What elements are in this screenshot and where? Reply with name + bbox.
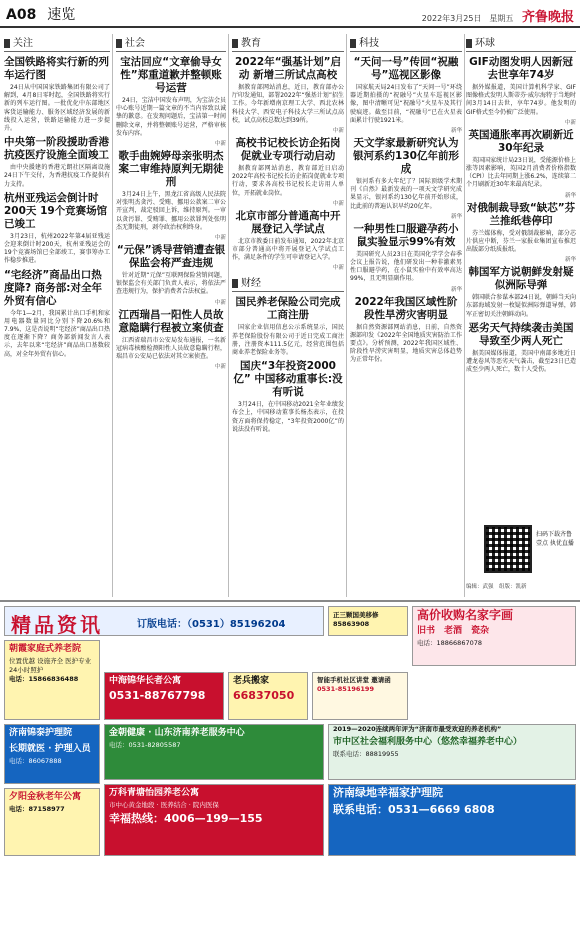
headline[interactable]: GIF动图发明人因新冠去世享年74岁 [469,56,573,81]
bar-icon [116,39,122,48]
column-heading: 关注 [4,34,110,52]
banner-title: 精品资讯 [11,613,103,636]
column-heading: 社会 [116,34,226,52]
article-body: 银河系有多大年纪了？国际顶级学术期刊《自然》最新发表的一项天文学研究成果显示，银河系约130亿年前开始形成，比此前的普遍认识早约20亿年。 [350,178,462,210]
headline[interactable]: “宅经济”商品出口热度降? 商务部:对全年外贸有信心 [4,268,102,307]
article-body: 据教育部网站消息，近日，教育部办公厅印发通知，部署2022年“强基计划”招生工作。今年新增南京理工大学、西北农林科技大学、西安电子科技大学三所试点高校，试点高校总数达到39所。 [232,84,344,124]
article-body: 英国国家统计局23日说，受能源价格上涨等因素影响，英国2月消费者价格指数（CPI）比去年同期上涨6.2%，连续第二个月刷新近30年来最高纪录。 [466,156,576,189]
article-body: 由中央援建的香港元朗社区隔离设施24日下午交付，为香港抗疫工作提供有力支持。 [4,164,110,188]
ad-lvdi-nursing[interactable]: 济南绿地幸福家护理院 联系电话：0531—6669 6808 [328,784,576,856]
bar-icon [350,39,356,48]
headline[interactable]: 2022年我国区域性阶段性旱涝灾害明显 [354,295,458,321]
column-society [116,34,226,597]
source-tag: 中新 [564,119,576,126]
masthead [0,0,580,28]
article-body: 北京市教委日前发布通知，2022年北京市部分普通高中将开展登记入学试点工作，满足条件的学生可申请登记入学。 [232,237,344,262]
column-heading: 环球 [466,34,576,52]
headline[interactable]: 全国铁路将实行新的列车运行图 [4,56,109,81]
article-body: 芬兰媒体称，受对俄制裁影响，部分芯片供应中断，芬兰一家报业集团宣布推迟出版部分纸质报纸。 [466,229,576,254]
column-divider [112,34,113,597]
article-body: 针对近期“元保”互联网保险营销问题，银保监会有关部门负责人表示，将依法严查违规行为，保护消费者合法权益。 [116,272,226,296]
article-body: 3月24日上午，黑龙江省高级人民法院对张明杰贪污、受贿、挪用公款案二审公开宣判，裁定驳回上诉，维持原判。一审以贪污罪、受贿罪、挪用公款罪判处张明杰无期徒刑，剥夺政治权利终身。 [116,191,226,231]
ad-shizhong-welfare[interactable]: 2019—2020连续两年评为“济南市最受欢迎的养老机构” 市中区社会福利服务中心（悠然幸福养老中心） 联系电话：88819955 [328,724,576,780]
ad-moving-service[interactable]: 老兵搬家 66837050 [228,672,308,720]
classified-banner[interactable] [4,606,324,636]
headline[interactable]: 天文学家最新研究认为银河系约130亿年前形成 [353,137,459,176]
ad-section [0,600,580,933]
article-body: 3月23日，杭州2022年第4届亚残运会迎来倒计时200天，杭州亚残运会的19个竞赛场馆已全部竣工，赛事筹办工作稳步推进。 [4,232,110,265]
article-body: 24日，宝洁中国发布声明，为宝洁会员中心账号近期一篇文章的不当内容致以诚挚的歉意。在发现问题后，宝洁第一时间删除文章，并将整顿账号运营，严格审核发布内容。 [116,97,226,137]
source-tag: 新华 [564,257,576,264]
column-heading: 财经 [232,274,344,292]
column-divider [346,34,347,597]
ad-appliance-repair[interactable]: 正三颗国美移修 85863908 [328,606,408,636]
bar-icon [466,39,472,48]
ad-collect-paintings[interactable]: 高价收购名家字画 旧书 老酒 瓷杂 电话：18866867078 [412,606,576,666]
source-tag: 中新 [332,200,344,207]
headline[interactable]: 对俄制裁导致“缺芯”芬兰推纸巷停印 [466,201,576,227]
article-body: 据外媒报道，美国计算机科学家、GIF图像格式发明人斯蒂芬·威尔海特于当地时间3月14日去世，享年74岁。他发明的GIF格式至今仍被广泛使用。 [466,84,576,116]
article-body: 3月24日，在中国移动2021全年业绩发布会上，中国移动董事长杨杰表示，在投资方面将保持稳定，“3年投资2000亿”的说法没有听说。 [232,401,344,433]
source-tag: 中新 [214,141,226,148]
source-tag: 新华 [450,128,462,135]
source-tag: 中新 [214,299,226,306]
article-body: 美国研究人员23日在美国化学学会春季会议上报告说，他们研发出一种非激素男性口服避孕药，在小鼠实验中有效率高达99%，且无明显副作用。 [350,250,462,283]
source-tag: 新华 [450,286,462,293]
banner-phone: 订版电话：（0531）85196204 [137,619,286,630]
headline[interactable]: 2022年“强基计划”启动 新增三所试点高校 [234,56,342,81]
source-tag: 新华 [564,192,576,199]
column-attention [4,34,110,597]
article-body: 据自然资源部网站消息，日前，自然资源部印发《2022年全国地质灾害防治工作要点》。分析预测，2022年我国区域性、阶段性旱涝灾害明显，地质灾害总体趋势为正常年份。 [350,323,462,364]
column-divider [464,34,465,597]
article-body: 据美国媒体报道，美国中南部多地近日遭龙卷风等恶劣天气袭击，截至23日已造成至少两人死亡，数十人受伤。 [466,349,576,374]
editor-credit: 编辑：武强 组版：凯新 [466,584,527,590]
headline[interactable]: 歌手曲婉婷母亲张明杰案二审维持原判无期徒刑 [118,150,224,189]
source-tag: 新华 [450,213,462,220]
source-tag: 中新 [332,265,344,272]
bar-icon [232,279,238,288]
page-number: A08 [6,7,37,23]
issue-date: 2022年3月25日 星期五 [421,14,514,23]
ad-phone-lecture[interactable]: 智能手机社区讲堂 邀请函 0531-85196199 [312,672,408,720]
headline[interactable]: 北京市部分普通高中开展登记入学试点 [235,209,341,235]
headline[interactable]: 韩国军方说朝鲜发射疑似洲际导弹 [468,266,574,292]
section-name: 速览 [47,7,76,23]
headline[interactable]: 恶劣天气持续袭击美国导致至少两人死亡 [468,321,574,347]
ad-nursing-home-zhaoxia[interactable]: 朝霞家庭式养老院 位置优越 设施齐全 医护专业 24小时照护 电话：15866836488 [4,640,100,720]
column-technology [350,34,462,597]
article-body: 据教育部网站消息，教育部近日启动2022年高校书记校长访企拓岗促就业专项行动，要求各高校书记校长走访用人单位，开拓就业岗位。 [232,165,344,197]
bar-icon [4,39,10,48]
column-heading: 科技 [350,34,462,52]
ad-vanke-apartment[interactable]: 万科青塘怡园养老公寓 市中心黄金地段 · 医养结合 · 院内医保 幸福热线：4006—199—155 [104,784,324,856]
column-education [232,34,344,597]
ad-jinzhao-elderly-care[interactable]: 金朝健康 · 山东济南养老服务中心 电话：0531-82805587 [104,724,324,780]
headline[interactable]: 杭州亚残运会倒计时200天 19个竞赛场馆已竣工 [4,191,108,230]
headline[interactable]: 高校书记校长访企拓岗促就业专项行动启动 [235,137,341,163]
qr-code-icon[interactable] [484,525,532,573]
newspaper-logo: 齐鲁晚报 [521,10,574,25]
source-tag: 中新 [214,364,226,371]
headline[interactable]: 江西瑞昌一阳性人员故意隐瞒行程被立案侦查 [118,308,224,334]
column-divider [228,34,229,597]
headline[interactable]: 一种男性口服避孕药小鼠实验显示99%有效 [353,222,459,248]
ad-zhonghai-apartment[interactable]: 中海锦华长者公寓 0531-88767798 [104,672,224,720]
headline[interactable]: “天问一号”传回“祝融号”巡视区影像 [353,56,459,81]
page-label [6,4,75,24]
headline[interactable]: “元保”诱导营销遭查银保监会将严查违规 [116,244,226,270]
headline[interactable]: 英国通胀率再次刷新近30年纪录 [468,128,574,154]
article-body: 江西省瑞昌市公安局发布通报，一名新冠病毒核酸检测阳性人员故意隐瞒行程，瑞昌市公安局已依法对其立案侦查。 [116,336,226,361]
column-heading: 教育 [232,34,344,52]
headline[interactable]: 国民养老保险公司完成工商注册 [235,296,341,322]
bar-icon [232,39,238,48]
article-body: 韩国联合参谋本部24日说，朝鲜当天向东部海域发射一枚疑似洲际弹道导弹，韩军正密切关注朝鲜动向。 [466,294,576,318]
source-tag: 中新 [214,235,226,242]
article-body: 国家企业信用信息公示系统显示，国民养老保险股份有限公司于近日完成工商注册，注册资本111.5亿元，经营范围包括商业养老保险业务等。 [232,324,344,357]
source-tag: 中新 [332,128,344,135]
ad-jintai-nursing[interactable]: 济南锦泰护理院 长期就医 · 护理入员 电话：86067888 [4,724,100,784]
headline[interactable]: 国庆“3年投资2000亿” 中国移动重事长:没有听说 [233,360,343,399]
qr-caption: 扫码下载齐鲁壹点 执优直播 [536,531,574,547]
headline[interactable]: 中央第一阶段援助香港抗疫医疗设施全面竣工 [4,136,109,162]
article-body: 24日从中国国家铁路集团有限公司了解到，4月8日零时起，全国铁路将实行新的列车运行图。一批优化中东部地区客货运输能力、服务区域经济发展的新线投入运营，铁路运输能力进一步提升。 [4,84,110,133]
masthead-right [422,6,574,25]
article-body: 国家航天局24日发布了“天问一号”环绕器近期拍摄的“祝融号”火星车巡视区影像，图中清晰可见“祝融号”火星车及其行驶痕迹。截至目前，“祝融号”已在火星表面累计行驶1921米。 [350,84,462,124]
headline[interactable]: 宝沽回应“文章偷导女性”郑重道歉并整顿账号运营 [120,56,222,94]
article-body: 今年1—2月，我国累计出口手机和家用电器数量同比分别下降20.6%和7.9%，这是否说明“宅经济”商品出口热度在逐渐下降？商务部新闻发言人表示，去年以来“宅经济”商品出口基数较高，对全年外贸有信心。 [4,309,110,358]
ad-xiyang-apartment[interactable]: 夕阳金秋老年公寓 电话：87158977 [4,788,100,856]
column-world [466,34,576,597]
